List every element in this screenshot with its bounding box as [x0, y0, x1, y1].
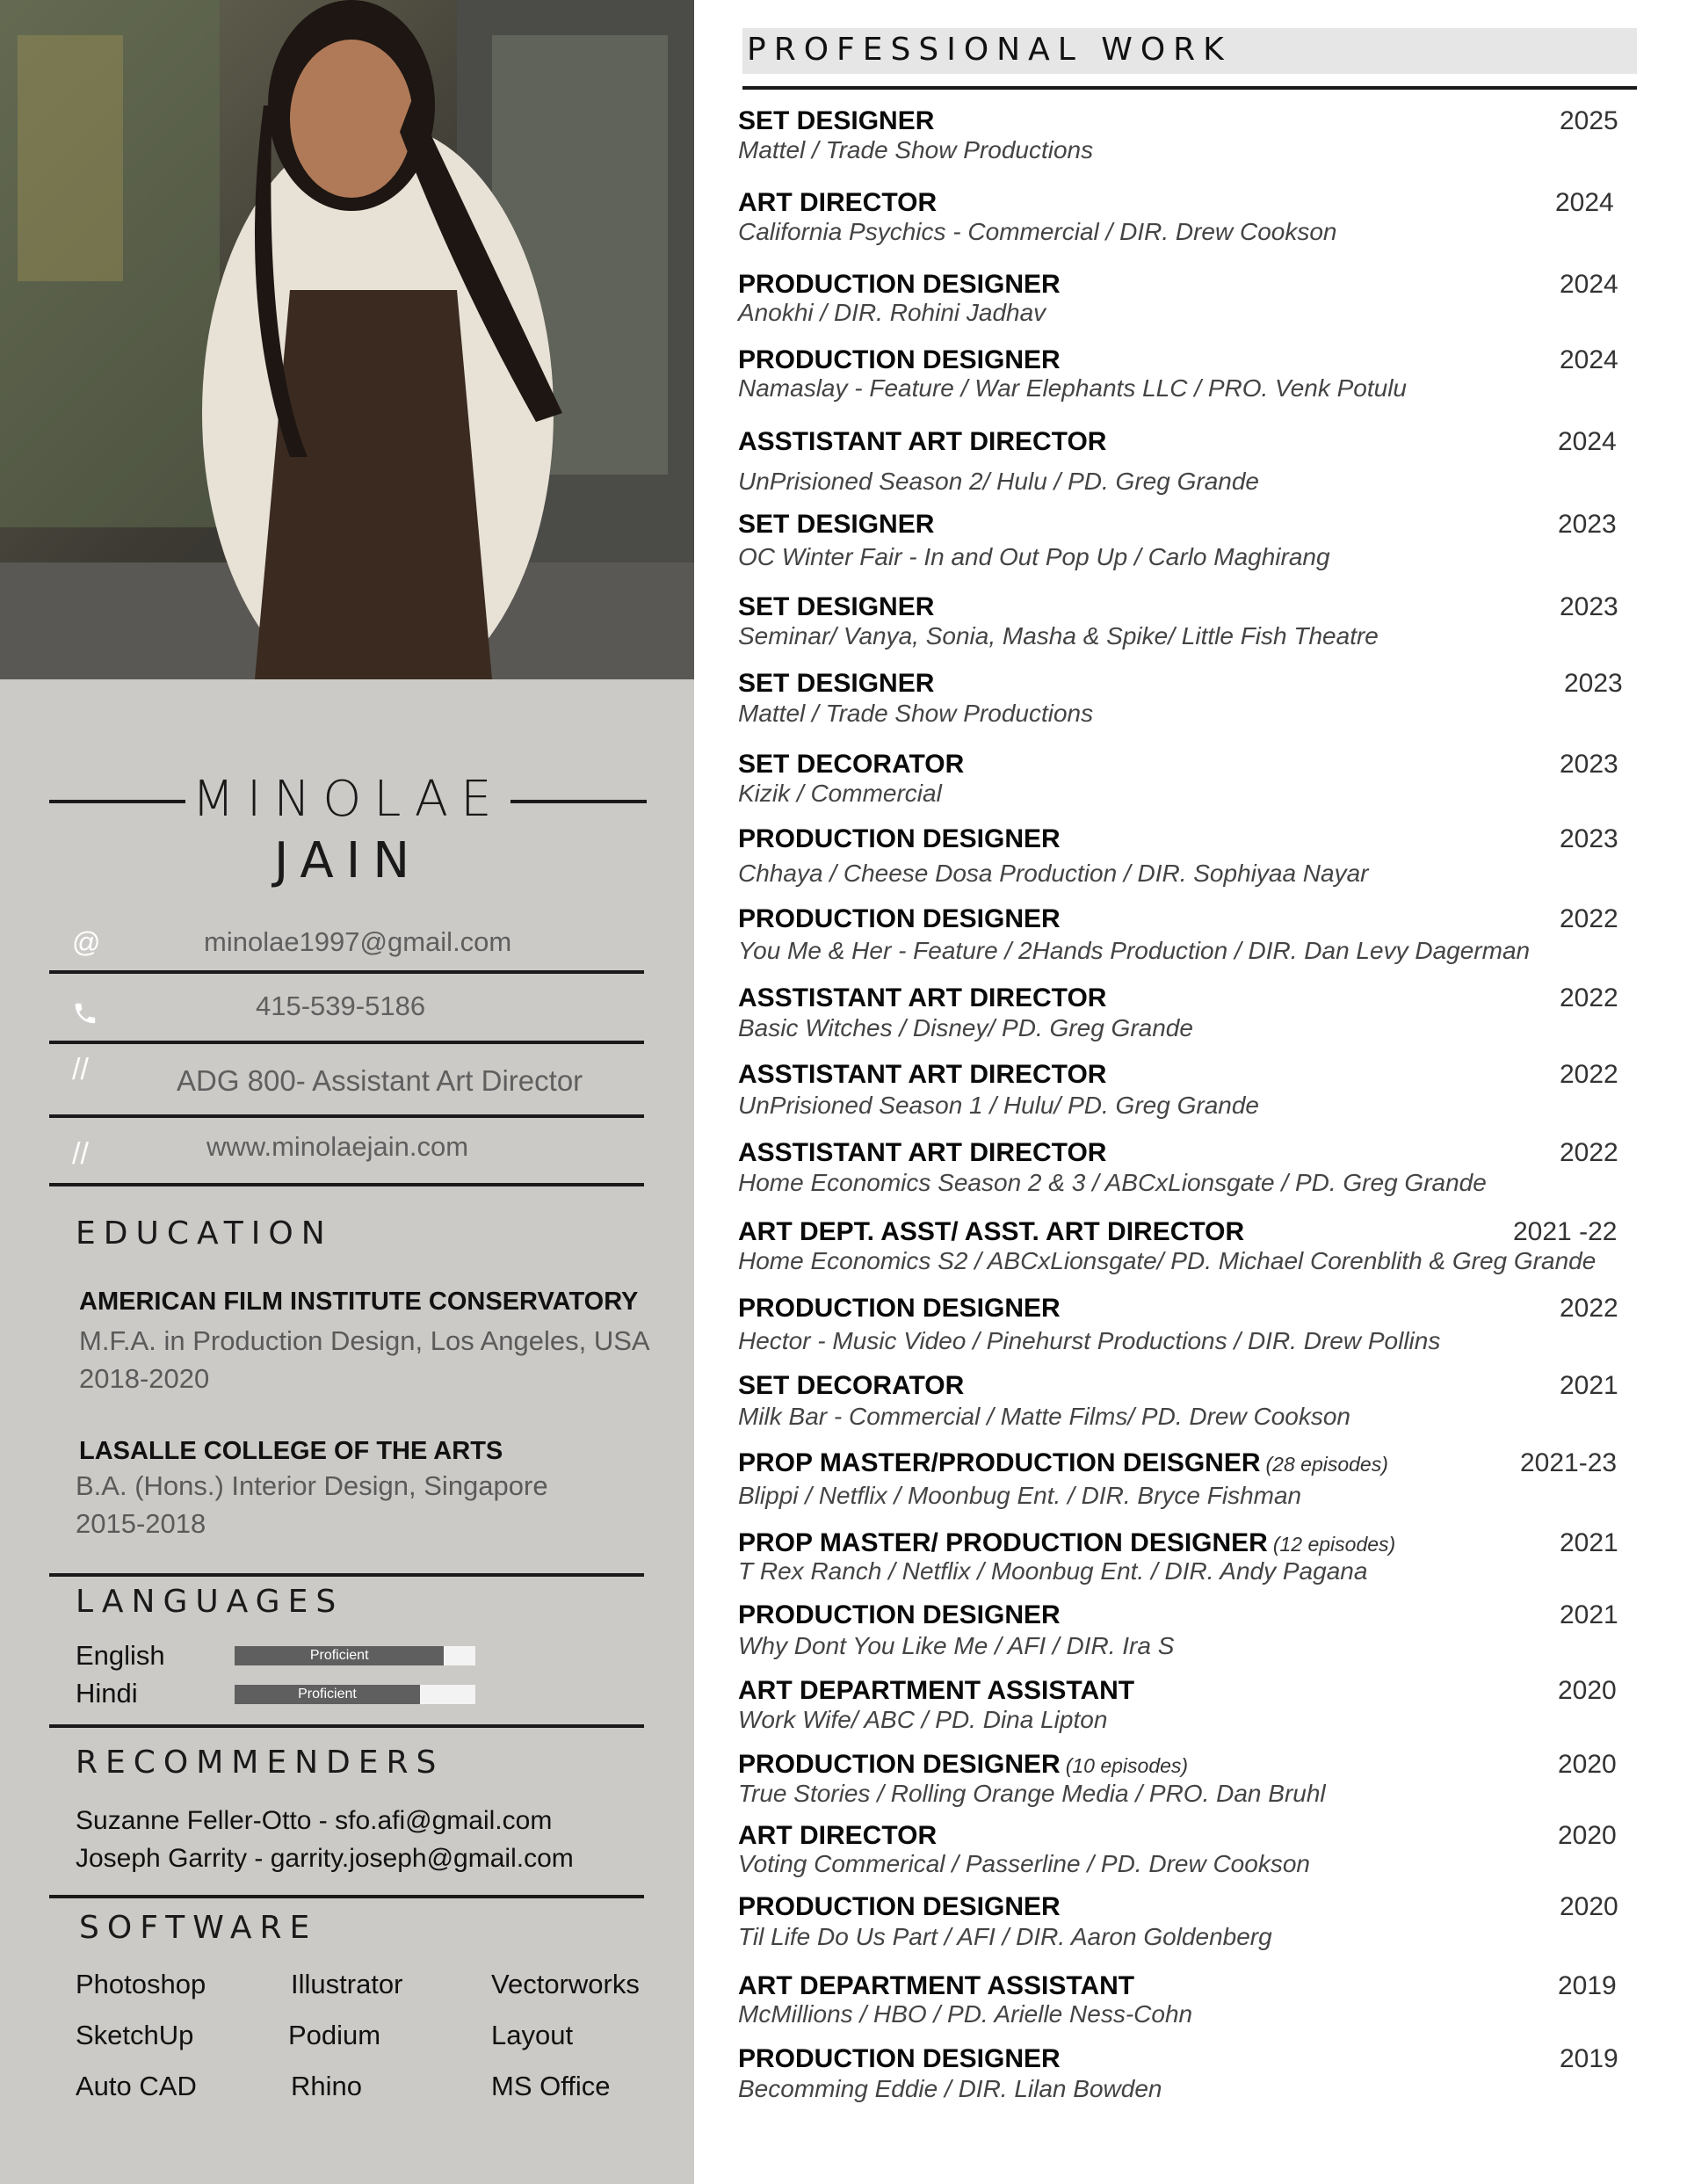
- education-school: LASALLE COLLEGE OF THE ARTS: [79, 1437, 503, 1465]
- slash-icon: //: [72, 1053, 89, 1086]
- job-year: 2020: [1560, 1892, 1618, 1921]
- education-title: EDUCATION: [76, 1215, 333, 1252]
- job-title: [738, 1217, 1244, 1247]
- website-link[interactable]: www.minolaejain.com: [206, 1131, 469, 1162]
- software-title: SOFTWARE: [79, 1910, 318, 1946]
- job-year: 2021: [1560, 1528, 1618, 1557]
- job-title: [738, 983, 1106, 1013]
- software-item: Layout: [491, 2020, 574, 2050]
- job-project: Blippi / Netflix / Moonbug Ent. / DIR. Bryce Fishman: [738, 1482, 1302, 1509]
- job-title-text: PRODUCTION DESIGNER: [738, 2044, 1061, 2073]
- job-title-text: PROP MASTER/ PRODUCTION DESIGNER: [738, 1528, 1268, 1557]
- job-title-text: ASSTISTANT ART DIRECTOR: [738, 1138, 1107, 1167]
- phone-icon: [72, 1000, 98, 1034]
- job-title: [738, 1821, 937, 1851]
- job-title-text: PRODUCTION DESIGNER: [738, 270, 1061, 299]
- job-title-text: PRODUCTION DESIGNER: [738, 1750, 1061, 1779]
- language-proficiency-bar: [235, 1685, 475, 1704]
- sidebar: [0, 0, 694, 2184]
- job-title: [738, 669, 934, 699]
- phone-number[interactable]: 415-539-5186: [256, 990, 426, 1021]
- job-year: 2024: [1560, 270, 1618, 299]
- phone-row: [49, 974, 644, 1044]
- job-project: Til Life Do Us Part / AFI / DIR. Aaron Goldenberg: [738, 1923, 1272, 1950]
- job-year: 2020: [1558, 1821, 1617, 1850]
- software-item: Vectorworks: [491, 1969, 640, 1999]
- job-title-text: PRODUCTION DESIGNER: [738, 824, 1061, 853]
- job-project: True Stories / Rolling Orange Media / PRO. Dan Bruhl: [738, 1780, 1326, 1807]
- job-title: [738, 427, 1106, 457]
- job-title-text: ASSTISTANT ART DIRECTOR: [738, 427, 1107, 456]
- language-proficiency-bar: [235, 1646, 475, 1665]
- job-year: 2022: [1560, 1138, 1618, 1167]
- job-year: 2024: [1560, 345, 1618, 374]
- job-title: [738, 1528, 1395, 1558]
- language-proficiency-label: Proficient: [309, 1648, 369, 1663]
- job-title-text: ART DEPARTMENT ASSISTANT: [738, 1676, 1135, 1705]
- job-year: 2024: [1558, 427, 1617, 456]
- job-episode-note: (12 episodes): [1272, 1533, 1396, 1556]
- software-item: Photoshop: [76, 1969, 206, 1999]
- job-project: Anokhi / DIR. Rohini Jadhav: [738, 299, 1046, 326]
- job-year: 2019: [1558, 1971, 1617, 2000]
- first-name-row: [49, 769, 647, 831]
- job-project: UnPrisioned Season 2/ Hulu / PD. Greg Grande: [738, 468, 1259, 495]
- section-divider: [742, 86, 1637, 90]
- recommender: Joseph Garrity - garrity.joseph@gmail.com: [76, 1844, 574, 1873]
- job-year: 2025: [1560, 106, 1618, 135]
- job-title: [738, 2044, 1061, 2074]
- job-project: Namaslay - Feature / War Elephants LLC / PRO. Venk Potulu: [738, 374, 1408, 402]
- job-title: [738, 1750, 1188, 1780]
- job-title-text: ASSTISTANT ART DIRECTOR: [738, 1060, 1107, 1089]
- software-item: MS Office: [491, 2071, 611, 2101]
- job-year: 2021: [1560, 1600, 1618, 1629]
- name-divider-right: [510, 800, 647, 803]
- job-project: You Me & Her - Feature / 2Hands Production / DIR. Dan Levy Dagerman: [738, 937, 1531, 964]
- job-project: Hector - Music Video / Pinehurst Productions / DIR. Drew Pollins: [738, 1327, 1441, 1354]
- professional-work-title: PROFESSIONAL WORK: [747, 32, 1232, 68]
- job-year: 2021 -22: [1513, 1217, 1618, 1246]
- job-title: [738, 1971, 1134, 2001]
- job-project: T Rex Ranch / Netflix / Moonbug Ent. / DIR. Andy Pagana: [738, 1557, 1368, 1585]
- job-year: 2021: [1560, 1371, 1618, 1400]
- education-school: AMERICAN FILM INSTITUTE CONSERVATORY: [79, 1288, 639, 1316]
- union-row: [49, 1044, 644, 1118]
- job-year: 2020: [1558, 1750, 1617, 1779]
- job-project: Voting Commerical / Passerline / PD. Drew Cookson: [738, 1850, 1310, 1877]
- job-project: Mattel / Trade Show Productions: [738, 700, 1094, 727]
- job-year: 2019: [1560, 2044, 1618, 2073]
- education-years: 2018-2020: [79, 1363, 210, 1394]
- job-title: [738, 904, 1061, 934]
- job-year: 2021-23: [1520, 1448, 1618, 1477]
- job-title: [738, 1600, 1061, 1630]
- job-project: Mattel / Trade Show Productions: [738, 136, 1094, 163]
- recommender: Suzanne Feller-Otto - sfo.afi@gmail.com: [76, 1806, 553, 1835]
- job-title: [738, 510, 934, 540]
- job-title: [738, 1676, 1134, 1706]
- job-year: 2023: [1560, 824, 1618, 853]
- job-title-text: PROP MASTER/PRODUCTION DEISGNER: [738, 1448, 1261, 1477]
- software-item: Illustrator: [291, 1969, 403, 1999]
- job-title-text: PRODUCTION DESIGNER: [738, 1892, 1061, 1921]
- job-title: [738, 1371, 964, 1401]
- job-year: 2022: [1560, 1294, 1618, 1323]
- job-year: 2022: [1560, 983, 1618, 1012]
- job-title: [738, 592, 934, 622]
- job-year: 2020: [1558, 1676, 1617, 1705]
- job-year: 2023: [1560, 750, 1618, 779]
- job-project: Kizik / Commercial: [738, 780, 942, 807]
- job-title-text: PRODUCTION DESIGNER: [738, 1600, 1061, 1629]
- section-divider: [49, 1573, 644, 1577]
- job-title-text: ASSTISTANT ART DIRECTOR: [738, 983, 1107, 1012]
- job-project: McMillions / HBO / PD. Arielle Ness-Cohn: [738, 2000, 1193, 2028]
- software-item: Podium: [288, 2020, 381, 2050]
- job-project: Home Economics Season 2 & 3 / ABCxLionsgate / PD. Greg Grande: [738, 1169, 1487, 1196]
- job-title: [738, 106, 934, 136]
- job-title-text: ART DIRECTOR: [738, 188, 938, 217]
- slash-icon: //: [72, 1137, 89, 1171]
- software-item: SketchUp: [76, 2020, 194, 2050]
- recommenders-title: RECOMMENDERS: [76, 1745, 445, 1781]
- job-title: [738, 345, 1061, 375]
- job-year: 2024: [1555, 188, 1614, 217]
- job-title-text: SET DECORATOR: [738, 1371, 965, 1400]
- language-name: Hindi: [76, 1678, 138, 1709]
- job-title: [738, 824, 1061, 854]
- job-title-text: PRODUCTION DESIGNER: [738, 904, 1061, 933]
- job-year: 2023: [1558, 510, 1617, 539]
- last-name: JAIN: [273, 832, 423, 889]
- website-row: [49, 1118, 644, 1186]
- education-degree: B.A. (Hons.) Interior Design, Singapore: [76, 1470, 548, 1501]
- languages-title: LANGUAGES: [76, 1584, 344, 1620]
- language-proficiency-label: Proficient: [298, 1687, 357, 1701]
- job-project: Milk Bar - Commercial / Matte Films/ PD. Drew Cookson: [738, 1403, 1351, 1430]
- job-year: 2023: [1564, 669, 1623, 698]
- job-episode-note: (28 episodes): [1265, 1453, 1388, 1476]
- job-year: 2022: [1560, 904, 1618, 933]
- section-divider: [49, 1895, 644, 1898]
- job-title-text: ART DEPARTMENT ASSISTANT: [738, 1971, 1135, 2000]
- software-item: Auto CAD: [76, 2071, 197, 2101]
- job-title-text: SET DECORATOR: [738, 750, 965, 779]
- job-title-text: ART DEPT. ASST/ ASST. ART DIRECTOR: [738, 1217, 1245, 1246]
- job-title-text: PRODUCTION DESIGNER: [738, 345, 1061, 374]
- job-title-text: SET DESIGNER: [738, 106, 935, 135]
- language-name: English: [76, 1640, 165, 1671]
- job-project: Why Dont You Like Me / AFI / DIR. Ira S: [738, 1632, 1175, 1659]
- email-link[interactable]: minolae1997@gmail.com: [204, 926, 512, 957]
- job-project: OC Winter Fair - In and Out Pop Up / Carlo Maghirang: [738, 543, 1330, 570]
- job-project: Basic Witches / Disney/ PD. Greg Grande: [738, 1014, 1193, 1041]
- section-divider: [49, 1724, 644, 1728]
- first-name: MINOLAE: [192, 771, 504, 828]
- union-membership: ADG 800- Assistant Art Director: [177, 1064, 583, 1097]
- job-year: 2022: [1560, 1060, 1618, 1089]
- job-year: 2023: [1560, 592, 1618, 621]
- job-title: [738, 1448, 1388, 1478]
- job-episode-note: (10 episodes): [1065, 1754, 1189, 1777]
- job-project: Home Economics S2 / ABCxLionsgate/ PD. Michael Corenblith & Greg Grande: [738, 1247, 1596, 1274]
- email-row: [49, 925, 644, 974]
- job-project: Becomming Eddie / DIR. Lilan Bowden: [738, 2075, 1162, 2102]
- job-project: UnPrisioned Season 1 / Hulu/ PD. Greg Grande: [738, 1092, 1259, 1119]
- job-title-text: PRODUCTION DESIGNER: [738, 1294, 1061, 1323]
- at-icon: @: [72, 926, 101, 958]
- job-title-text: SET DESIGNER: [738, 669, 935, 698]
- job-title: [738, 750, 964, 780]
- job-title: [738, 270, 1061, 300]
- job-title-text: SET DESIGNER: [738, 592, 935, 621]
- education-degree: M.F.A. in Production Design, Los Angeles, USA: [79, 1325, 650, 1356]
- job-title: [738, 188, 937, 218]
- education-years: 2015-2018: [76, 1508, 206, 1539]
- job-project: California Psychics - Commercial / DIR. Drew Cookson: [738, 218, 1337, 245]
- job-title: [738, 1138, 1106, 1168]
- job-project: Work Wife/ ABC / PD. Dina Lipton: [738, 1706, 1108, 1733]
- job-project: Seminar/ Vanya, Sonia, Masha & Spike/ Little Fish Theatre: [738, 622, 1379, 649]
- job-title-text: ART DIRECTOR: [738, 1821, 938, 1850]
- software-item: Rhino: [291, 2071, 362, 2101]
- name-block: [49, 769, 647, 892]
- name-divider-left: [49, 800, 185, 803]
- job-project: Chhaya / Cheese Dosa Production / DIR. Sophiyaa Nayar: [738, 860, 1369, 887]
- job-title-text: SET DESIGNER: [738, 510, 935, 539]
- job-title: [738, 1294, 1061, 1324]
- job-title: [738, 1060, 1106, 1090]
- job-title: [738, 1892, 1061, 1922]
- profile-photo: [0, 0, 694, 679]
